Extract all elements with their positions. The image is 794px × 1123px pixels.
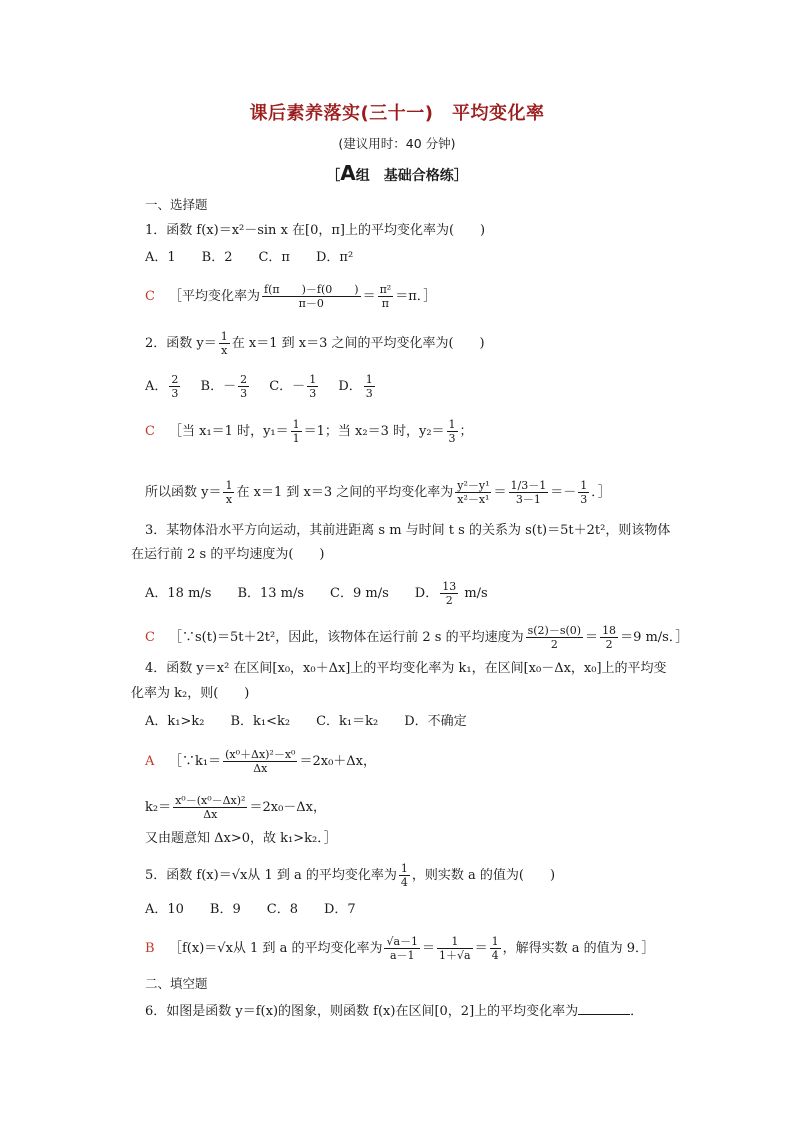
q4-explanation-2: [145, 794, 326, 821]
q2-stem-den: x: [221, 344, 228, 357]
q2-explanation-2: [145, 479, 611, 506]
group-bracket-close: ］: [453, 168, 468, 184]
q3-options: [145, 580, 488, 607]
q4-options: A．k₁>k₂ B．k₁<k₂ C．k₁＝k₂ D．不确定: [145, 714, 467, 729]
q2-stem-a: 2．函数 y＝: [145, 336, 217, 351]
q2-exp2-frac4: [578, 479, 589, 506]
q2-exp2-eq: ＝: [493, 485, 507, 500]
q6-stem: [145, 1002, 643, 1021]
q5-stem: [145, 862, 555, 889]
q2-exp2-num: 1: [225, 479, 233, 492]
q2-exp2-frac3: [509, 479, 549, 506]
q2-exp2-frac: [223, 479, 234, 506]
q5-exp-den: a－1: [389, 949, 415, 962]
q5-exp-eq: ＝: [422, 941, 436, 956]
q2-opt-c-num: 1: [309, 373, 317, 386]
q3-opt-d-frac: [440, 580, 458, 607]
q3-stem-1: 3．某物体沿水平方向运动，其前进距离 s m 与时间 t s 的关系为 s(t)＝5t＋2t²，则该物体: [145, 523, 671, 538]
section-choice: 一、选择题: [145, 197, 208, 212]
q5-exp-b: ，解得实数 a 的值为 9．］: [502, 941, 655, 956]
q5-stem-frac: [399, 862, 410, 889]
q3-opt-d-unit: m/s: [460, 586, 488, 601]
q3-explanation: [145, 624, 688, 651]
group-heading: [0, 161, 794, 185]
q4-answer: A: [145, 754, 155, 769]
q1-exp-text: ［平均变化率为: [169, 289, 261, 304]
q4-exp2-frac: [173, 794, 247, 821]
q6-stem-text: 6．如图是函数 y＝f(x)的图象，则函数 f(x)在区间[0，2]上的平均变化率为: [145, 1004, 579, 1019]
q1-answer: C: [145, 289, 155, 304]
q5-stem-b: ，则实数 a 的值为( ): [411, 868, 556, 883]
page-title: 课后素养落实(三十一) 平均变化率: [249, 103, 545, 124]
q1-exp-tail: ＝π．］: [395, 289, 437, 304]
q3-exp-frac2: [600, 624, 618, 651]
q2-exp2-frac2: [455, 479, 491, 506]
q2-opt-d-frac: [364, 373, 375, 400]
q3-opt-d-num: 13: [442, 580, 457, 593]
q2-opt-d: D．: [338, 379, 362, 394]
q2-stem-fraction: [219, 330, 230, 357]
q3-opt-d-den: 2: [445, 594, 453, 607]
q1-exp-num2: π²: [379, 283, 392, 296]
q2-exp2-den2: x²－x¹: [457, 493, 490, 506]
q4-exp2-num: x⁰－(x⁰－Δx)²: [175, 794, 246, 807]
q2-exp1-frac2: [447, 418, 458, 445]
q2-stem: [145, 330, 485, 357]
q2-options: [145, 373, 377, 400]
q3-exp-num: s(2)－s(0): [527, 624, 582, 637]
q2-exp2-c: ＝－: [550, 485, 577, 500]
q3-answer: C: [145, 630, 155, 645]
q6-answer-blank[interactable]: [578, 1002, 630, 1015]
q4-exp2-a: k₂＝: [145, 800, 172, 815]
q2-stem-num: 1: [220, 330, 228, 343]
q2-exp1-den: 1: [292, 432, 300, 445]
q2-exp2-num4: 1: [580, 479, 588, 492]
q4-exp1-b: ＝2x₀＋Δx，: [299, 754, 377, 769]
q4-stem-2: 化率为 k₂，则( ): [131, 686, 250, 701]
q4-explanation-1: [145, 748, 376, 775]
q4-explanation-3: 又由题意知 Δx>0，故 k₁>k₂．］: [145, 831, 337, 846]
q1-exp-den: π－0: [298, 297, 324, 310]
q5-exp-num2: 1: [437, 935, 473, 949]
q2-opt-a-den: 3: [171, 387, 179, 400]
q1-options: A．1 B．2 C．π D．π²: [145, 250, 354, 265]
q5-exp-frac2: [437, 935, 473, 962]
q3-stem-2: 在运行前 2 s 的平均速度为( ): [131, 547, 325, 562]
q3-exp-frac: [526, 624, 583, 651]
q4-exp2-den: Δx: [203, 808, 218, 821]
q5-exp-eq2: ＝: [474, 941, 488, 956]
q2-exp1-num: 1: [292, 418, 300, 431]
q5-options: A．10 B．9 C．8 D．7: [145, 902, 356, 917]
q2-exp2-d: ．］: [591, 485, 611, 500]
q3-exp-den2: 2: [605, 638, 613, 651]
q2-exp2-den4: 3: [580, 493, 588, 506]
q5-stem-num: 1: [400, 862, 408, 875]
q3-exp-a: ［∵s(t)＝5t＋2t²，因此，该物体在运行前 2 s 的平均速度为: [169, 630, 524, 645]
q2-exp1-b: ＝1；当 x₂＝3 时，y₂＝: [303, 424, 445, 439]
q2-explanation-1: [145, 418, 473, 445]
q2-answer: C: [145, 424, 155, 439]
group-letter: A: [340, 161, 356, 185]
q2-opt-b-num: 2: [240, 373, 248, 386]
q2-opt-b-frac: [238, 373, 249, 400]
q2-exp2-num2: y²－y¹: [457, 479, 490, 492]
q3-options-text: A．18 m/s B．13 m/s C．9 m/s D．: [145, 586, 439, 601]
q2-exp2-den: x: [225, 493, 233, 506]
q2-opt-c-frac: [307, 373, 318, 400]
q4-exp1-den: Δx: [253, 762, 268, 775]
q2-stem-b: 在 x＝1 到 x＝3 之间的平均变化率为( ): [231, 336, 485, 351]
q2-exp1-den2: 3: [448, 432, 456, 445]
q5-stem-a: 5．函数 f(x)＝√x从 1 到 a 的平均变化率为: [145, 868, 397, 883]
q1-exp-eq: ＝: [362, 289, 376, 304]
q5-answer: B: [145, 941, 155, 956]
group-label: 组 基础合格练: [355, 168, 454, 184]
q2-opt-d-num: 1: [365, 373, 373, 386]
q1-exp-fraction: [262, 283, 361, 310]
q1-exp-fraction2: [378, 283, 394, 310]
q5-explanation: [145, 935, 655, 962]
q4-exp1-a: ［∵k₁＝: [169, 754, 222, 769]
q2-exp1-a: ［当 x₁＝1 时，y₁＝: [169, 424, 289, 439]
q5-exp-frac: [384, 935, 420, 962]
q4-exp1-num: (x⁰＋Δx)²－x⁰: [225, 748, 296, 761]
q2-opt-d-den: 3: [365, 387, 373, 400]
q3-exp-b: ＝9 m/s．］: [620, 630, 689, 645]
q2-opt-c: C．－: [269, 379, 306, 394]
q2-exp2-a: 所以函数 y＝: [145, 485, 222, 500]
q2-exp2-b: 在 x＝1 到 x＝3 之间的平均变化率为: [236, 485, 454, 500]
suggested-time: (建议用时：40 分钟): [338, 136, 456, 151]
group-bracket-open: ［: [326, 168, 341, 184]
q2-exp1-num2: 1: [448, 418, 456, 431]
section-fill: 二、填空题: [145, 976, 208, 991]
q1-stem: 1．函数 f(x)＝x²－sin x 在[0，π]上的平均变化率为( ): [145, 223, 486, 238]
q2-opt-a-frac: [169, 373, 180, 400]
q2-exp2-den3: 3－1: [515, 493, 541, 506]
q6-stem-tail: ．: [630, 1004, 644, 1019]
q2-exp1-frac: [291, 418, 302, 445]
q5-exp-den3: 4: [491, 949, 499, 962]
q2-exp2-num3: 1/3－1: [510, 479, 547, 492]
q5-exp-a: ［f(x)＝√x从 1 到 a 的平均变化率为: [169, 941, 383, 956]
q2-exp1-c: ；: [459, 424, 473, 439]
q5-exp-frac3: [490, 935, 501, 962]
q4-exp2-b: ＝2x₀－Δx，: [249, 800, 327, 815]
q2-opt-b-den: 3: [240, 387, 248, 400]
q2-opt-a-num: 2: [171, 373, 179, 386]
q3-exp-eq: ＝: [585, 630, 599, 645]
q4-stem-1: 4．函数 y＝x² 在区间[x₀，x₀＋Δx]上的平均变化率为 k₁，在区间[x₀－Δx，x₀]上的平均变: [145, 661, 667, 676]
q1-exp-num: f(π )－f(0 ): [264, 283, 359, 296]
q3-exp-num2: 18: [602, 624, 617, 637]
q5-exp-den2: 1＋√a: [439, 949, 471, 962]
q2-opt-c-den: 3: [309, 387, 317, 400]
q5-exp-num3: 1: [491, 935, 499, 948]
q3-exp-den: 2: [550, 638, 558, 651]
q2-opt-a: A．: [145, 379, 168, 394]
q5-exp-num: √a－1: [386, 935, 419, 948]
q2-opt-b: B．－: [200, 379, 237, 394]
q1-explanation: [145, 283, 436, 310]
q4-exp1-frac: [223, 748, 297, 775]
q5-stem-den: 4: [400, 876, 408, 889]
q1-exp-den2: π: [381, 297, 390, 310]
